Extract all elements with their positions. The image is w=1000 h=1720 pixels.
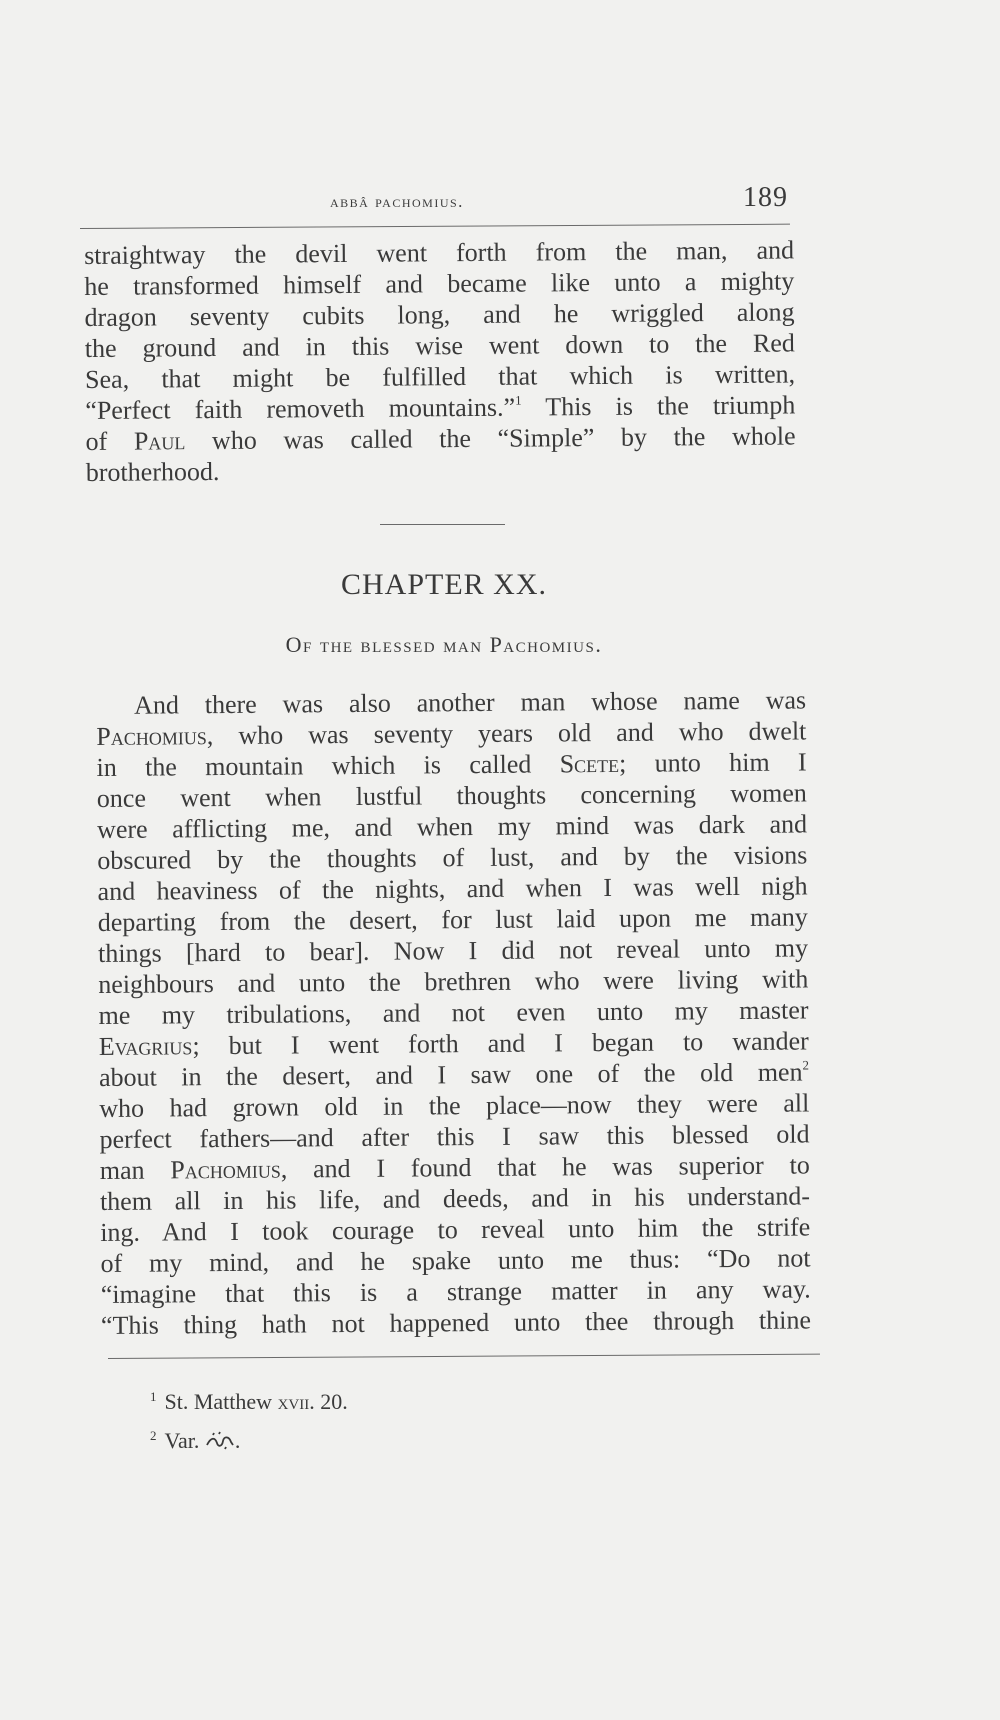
footnotes xyxy=(150,1380,348,1458)
text-fragment: of xyxy=(85,426,108,456)
text-line: them all in his life, and deeds, and in his understand- xyxy=(99,1181,811,1216)
footnote-ref: 1 xyxy=(514,392,522,408)
footnote-mark: 2 xyxy=(150,1428,157,1443)
footnote-tail: . xyxy=(234,1428,241,1453)
quotation: “Perfect faith removeth mountains.” xyxy=(85,392,516,425)
text-line: ing. And I took courage to reveal unto him the strife xyxy=(100,1212,811,1247)
text-line: Sea, that might be fulfilled that which is written, xyxy=(84,359,796,394)
text-line: me my tribulations, and not even unto my master xyxy=(98,995,809,1030)
text-line: and heaviness of the nights, and when I was well nigh xyxy=(97,871,808,906)
text-line: he transformed himself and became like unto a mighty xyxy=(84,266,795,301)
text-line: things [hard to bear]. Now I did not reveal unto my xyxy=(97,933,809,968)
name-paul: Paul xyxy=(133,426,186,456)
text-line: who had grown old in the place—now they were all xyxy=(99,1088,810,1123)
text-line: perfect fathers—and after this I saw this blessed old xyxy=(99,1119,810,1154)
syriac-word-icon xyxy=(205,1431,235,1451)
running-title: abbâ pachomius. xyxy=(330,192,464,211)
footnote-text: Var. xyxy=(164,1428,200,1453)
running-head xyxy=(80,182,790,222)
text-line: neighbours and unto the brethren who were living with xyxy=(98,964,809,999)
chapter-heading: CHAPTER XX. xyxy=(340,568,547,601)
name-pachomius: Pachomius xyxy=(170,1154,281,1185)
text-fragment: , who was seventy years old and who dwelt xyxy=(206,716,807,751)
name-evagrius: Evagrius xyxy=(98,1031,193,1061)
footnote-ref: 2 xyxy=(802,1057,810,1073)
text-line: dragon seventy cubits long, and he wriggled along xyxy=(84,297,795,332)
text-line: of my mind, and he spake unto me thus: “Do not xyxy=(100,1243,811,1278)
text-fragment: man xyxy=(99,1155,145,1185)
text-fragment: who was called the “Simple” by the whole xyxy=(211,421,796,456)
text-line: straightway the devil went forth from the man, and xyxy=(84,235,795,270)
text-line: obscured by the thoughts of lust, and by the visions xyxy=(97,840,808,875)
text-line: brotherhood. xyxy=(85,456,220,487)
header-rule xyxy=(80,224,790,229)
page-number: 189 xyxy=(743,182,788,213)
text-fragment: ; unto him I xyxy=(618,747,807,778)
text-fragment: , and I found that he was superior to xyxy=(280,1150,810,1184)
section-separator xyxy=(380,524,505,525)
text-line: And there was also another man whose name was xyxy=(134,685,807,720)
name-scete: Scete xyxy=(559,748,620,779)
continuation-paragraph xyxy=(84,234,796,488)
text-fragment: ; but I went forth and I began to wander xyxy=(192,1026,809,1061)
footnote-mark: 1 xyxy=(150,1389,157,1404)
footnote-2 xyxy=(150,1419,348,1458)
text-line: “imagine that this is a strange matter in any way. xyxy=(100,1274,811,1309)
text-line: once went when lustful thoughts concerning women xyxy=(96,778,807,813)
text-fragment: This is the triumph xyxy=(545,390,796,422)
text-fragment: about in the desert, and I saw one of the old men xyxy=(98,1057,803,1092)
name-pachomius: Pachomius xyxy=(96,721,207,751)
chapter-body xyxy=(96,684,811,1341)
footnote-rule xyxy=(108,1354,820,1359)
chapter-subtitle: Of the blessed man Pachomius. xyxy=(285,632,603,657)
text-fragment: in the mountain which is called xyxy=(96,749,532,782)
text-line: “This thing hath not happened unto thee through thine xyxy=(100,1305,812,1340)
footnote-text: St. Matthew xyxy=(164,1389,273,1414)
footnote-reference: xvii. 20. xyxy=(277,1389,348,1414)
text-line: the ground and in this wise went down to the Red xyxy=(84,328,795,363)
text-line: departing from the desert, for lust laid upon me many xyxy=(97,902,808,937)
text-line xyxy=(85,420,795,457)
text-line: were afflicting me, and when my mind was dark and xyxy=(96,809,808,844)
footnote-1 xyxy=(150,1380,348,1419)
